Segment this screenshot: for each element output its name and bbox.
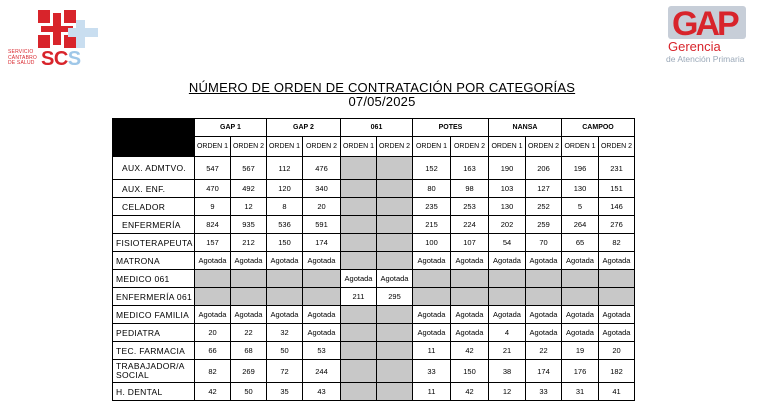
order-value: 295 [377, 288, 413, 306]
order-value [599, 288, 635, 306]
order-value: Agotada [231, 252, 267, 270]
table-row [113, 180, 635, 198]
table-row [113, 252, 635, 270]
group-header: GAP 1 [195, 119, 267, 137]
category-label: H. DENTAL [113, 383, 195, 401]
order-value: 11 [413, 383, 451, 401]
order-value: 212 [231, 234, 267, 252]
order-header: ORDEN 2 [526, 137, 562, 157]
order-value: 21 [489, 342, 526, 360]
order-value: Agotada [526, 324, 562, 342]
contract-order-table [112, 118, 635, 401]
order-value [195, 270, 231, 288]
order-header: ORDEN 1 [195, 137, 231, 157]
order-value: Agotada [195, 252, 231, 270]
order-value: Agotada [562, 252, 599, 270]
category-label: FISIOTERAPEUTA [113, 234, 195, 252]
order-value [341, 306, 377, 324]
order-value: 231 [599, 157, 635, 180]
order-value: Agotada [413, 252, 451, 270]
order-value: 146 [599, 198, 635, 216]
order-value: 33 [413, 360, 451, 383]
order-value [303, 288, 341, 306]
order-value [341, 252, 377, 270]
order-value: 43 [303, 383, 341, 401]
order-value [341, 180, 377, 198]
group-header: 061 [341, 119, 413, 137]
order-value: 202 [489, 216, 526, 234]
category-label: TEC. FARMACIA [113, 342, 195, 360]
order-value: 11 [413, 342, 451, 360]
category-label: TRABAJADOR/A SOCIAL [113, 360, 195, 383]
order-value [377, 324, 413, 342]
order-value: 276 [599, 216, 635, 234]
order-header: ORDEN 1 [562, 137, 599, 157]
order-value: 252 [526, 198, 562, 216]
category-label: ENFERMERÍA 061 [113, 288, 195, 306]
order-value: Agotada [489, 306, 526, 324]
order-value: 174 [526, 360, 562, 383]
order-value: 9 [195, 198, 231, 216]
order-value [341, 157, 377, 180]
order-value: 65 [562, 234, 599, 252]
order-value: 8 [267, 198, 303, 216]
order-value: Agotada [526, 306, 562, 324]
order-value: Agotada [303, 252, 341, 270]
order-value: 82 [599, 234, 635, 252]
order-value: 42 [195, 383, 231, 401]
order-value: 264 [562, 216, 599, 234]
order-value: 72 [267, 360, 303, 383]
order-value [562, 270, 599, 288]
order-value: 157 [195, 234, 231, 252]
order-value: Agotada [562, 306, 599, 324]
order-value [377, 383, 413, 401]
order-value: 163 [451, 157, 489, 180]
order-header: ORDEN 2 [231, 137, 267, 157]
order-value: 269 [231, 360, 267, 383]
order-header: ORDEN 1 [413, 137, 451, 157]
order-value: Agotada [195, 306, 231, 324]
page-title [0, 81, 764, 109]
category-label: AUX. ENF. [113, 180, 195, 198]
order-value: 174 [303, 234, 341, 252]
order-value: Agotada [267, 306, 303, 324]
order-value: Agotada [303, 324, 341, 342]
order-value: 130 [562, 180, 599, 198]
order-value: 196 [562, 157, 599, 180]
order-value: Agotada [489, 252, 526, 270]
order-value: 103 [489, 180, 526, 198]
order-value [377, 306, 413, 324]
order-value: 107 [451, 234, 489, 252]
order-value: 12 [231, 198, 267, 216]
order-value: 98 [451, 180, 489, 198]
order-value: 206 [526, 157, 562, 180]
gap-name: Gerencia [668, 39, 721, 54]
table-row [113, 360, 635, 383]
table-row [113, 306, 635, 324]
order-value [526, 288, 562, 306]
order-value [377, 360, 413, 383]
order-value: 547 [195, 157, 231, 180]
order-value: 22 [231, 324, 267, 342]
order-value [413, 270, 451, 288]
order-value: 112 [267, 157, 303, 180]
order-value: 38 [489, 360, 526, 383]
order-header: ORDEN 2 [599, 137, 635, 157]
order-value [599, 270, 635, 288]
table-row [113, 198, 635, 216]
order-value: 150 [267, 234, 303, 252]
order-value: Agotada [451, 252, 489, 270]
order-value [341, 234, 377, 252]
category-label: MATRONA [113, 252, 195, 270]
order-value: Agotada [451, 324, 489, 342]
table-row [113, 342, 635, 360]
category-label: MEDICO 061 [113, 270, 195, 288]
order-value [377, 180, 413, 198]
order-value: 35 [267, 383, 303, 401]
order-value: 80 [413, 180, 451, 198]
order-value: 235 [413, 198, 451, 216]
order-value [267, 288, 303, 306]
order-value: 340 [303, 180, 341, 198]
order-value: Agotada [413, 306, 451, 324]
order-value: 4 [489, 324, 526, 342]
order-value: 100 [413, 234, 451, 252]
order-value: 470 [195, 180, 231, 198]
order-value: 591 [303, 216, 341, 234]
order-value [377, 157, 413, 180]
order-value: 152 [413, 157, 451, 180]
title-date: 07/05/2025 [348, 94, 416, 109]
order-value: Agotada [413, 324, 451, 342]
order-value [377, 234, 413, 252]
order-value [231, 288, 267, 306]
order-value: 31 [562, 383, 599, 401]
order-value: 190 [489, 157, 526, 180]
order-value: 253 [451, 198, 489, 216]
order-value: 150 [451, 360, 489, 383]
order-value [489, 270, 526, 288]
scs-big-text: SCS [41, 48, 81, 70]
order-value: 536 [267, 216, 303, 234]
order-header: ORDEN 2 [303, 137, 341, 157]
order-value [451, 270, 489, 288]
table-row [113, 324, 635, 342]
group-header: POTES [413, 119, 489, 137]
order-value: 50 [267, 342, 303, 360]
order-value [489, 288, 526, 306]
order-value: 42 [451, 342, 489, 360]
order-value: Agotada [267, 252, 303, 270]
order-value: 42 [451, 383, 489, 401]
order-header: ORDEN 2 [451, 137, 489, 157]
order-value: Agotada [599, 306, 635, 324]
order-value: Agotada [231, 306, 267, 324]
order-value [341, 198, 377, 216]
order-value: 120 [267, 180, 303, 198]
order-value [195, 288, 231, 306]
order-value: Agotada [526, 252, 562, 270]
group-header: CAMPOO [562, 119, 635, 137]
order-value: Agotada [341, 270, 377, 288]
order-header: ORDEN 1 [489, 137, 526, 157]
order-value [341, 342, 377, 360]
scs-small-text: SERVICIO CÁNTABRO DE SALUD [8, 49, 38, 67]
order-value: 182 [599, 360, 635, 383]
order-value: 151 [599, 180, 635, 198]
order-value: 224 [451, 216, 489, 234]
order-header: ORDEN 2 [377, 137, 413, 157]
order-value: 33 [526, 383, 562, 401]
order-value: 20 [303, 198, 341, 216]
table-row [113, 216, 635, 234]
order-value: Agotada [599, 324, 635, 342]
order-value [341, 360, 377, 383]
order-value: 259 [526, 216, 562, 234]
order-value: 567 [231, 157, 267, 180]
category-label: CELADOR [113, 198, 195, 216]
order-value [451, 288, 489, 306]
order-value: 244 [303, 360, 341, 383]
order-value [377, 198, 413, 216]
order-value: 54 [489, 234, 526, 252]
order-header: ORDEN 1 [341, 137, 377, 157]
gap-letters-icon [660, 3, 760, 43]
order-value [413, 288, 451, 306]
order-value [341, 324, 377, 342]
order-value: 127 [526, 180, 562, 198]
order-value [562, 288, 599, 306]
order-value: 22 [526, 342, 562, 360]
order-value: 50 [231, 383, 267, 401]
order-value: 935 [231, 216, 267, 234]
category-label: PEDIATRA [113, 324, 195, 342]
gap-logo [660, 3, 760, 65]
table-row [113, 383, 635, 401]
order-value: 20 [195, 324, 231, 342]
order-value: 176 [562, 360, 599, 383]
order-value: 32 [267, 324, 303, 342]
table-row [113, 288, 635, 306]
order-value [341, 383, 377, 401]
order-value [377, 216, 413, 234]
order-value: 476 [303, 157, 341, 180]
order-value: 211 [341, 288, 377, 306]
order-value: Agotada [377, 270, 413, 288]
order-value: 68 [231, 342, 267, 360]
order-value: 53 [303, 342, 341, 360]
category-label: AUX. ADMTVO. [113, 157, 195, 180]
table-row [113, 157, 635, 180]
order-value: 824 [195, 216, 231, 234]
svg-text:GAP: GAP [672, 5, 737, 43]
order-value [341, 216, 377, 234]
group-header-row [113, 119, 635, 137]
order-value: Agotada [303, 306, 341, 324]
gap-subtitle: de Atención Primaria [666, 54, 745, 64]
group-header: NANSA [489, 119, 562, 137]
table-row [113, 270, 635, 288]
order-value [303, 270, 341, 288]
order-value: Agotada [451, 306, 489, 324]
order-value: 66 [195, 342, 231, 360]
group-header: GAP 2 [267, 119, 341, 137]
category-label: MEDICO FAMILIA [113, 306, 195, 324]
order-value [377, 342, 413, 360]
order-value: 12 [489, 383, 526, 401]
order-value [377, 252, 413, 270]
order-value: 20 [599, 342, 635, 360]
order-value [267, 270, 303, 288]
order-value: Agotada [562, 324, 599, 342]
order-value: 82 [195, 360, 231, 383]
order-value: 70 [526, 234, 562, 252]
order-value: 19 [562, 342, 599, 360]
corner-cell [113, 119, 195, 157]
scs-logo [8, 8, 108, 70]
order-value: 215 [413, 216, 451, 234]
order-value: 492 [231, 180, 267, 198]
order-value: 130 [489, 198, 526, 216]
table-row [113, 234, 635, 252]
order-value: 41 [599, 383, 635, 401]
category-label: ENFERMERÍA [113, 216, 195, 234]
order-value: Agotada [599, 252, 635, 270]
order-header: ORDEN 1 [267, 137, 303, 157]
title-line-1: NÚMERO DE ORDEN DE CONTRATACIÓN POR CATEGORÍAS [188, 80, 576, 95]
order-value [231, 270, 267, 288]
order-value [526, 270, 562, 288]
order-value: 5 [562, 198, 599, 216]
